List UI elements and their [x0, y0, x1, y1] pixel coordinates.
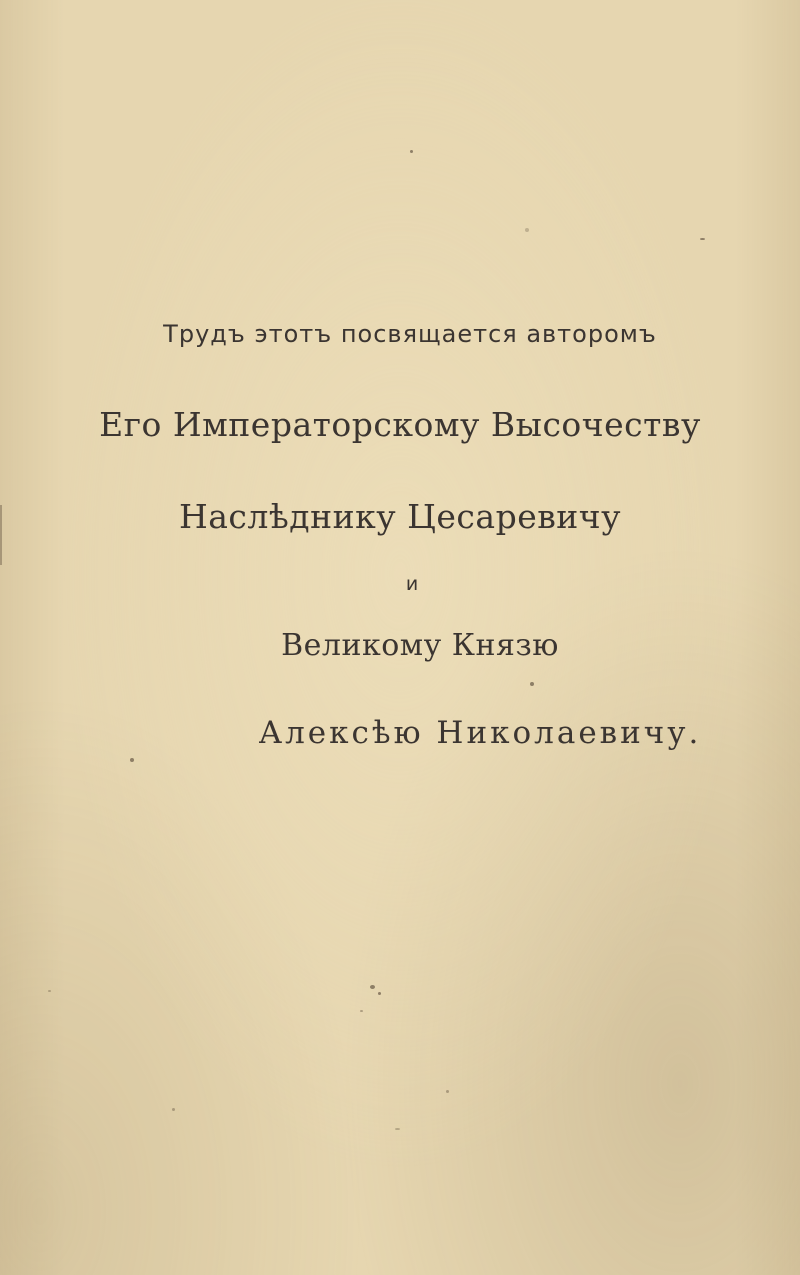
dedication-intro: Трудъ этотъ посвящается авторомъ	[163, 320, 657, 348]
paper-speck	[172, 1108, 175, 1111]
paper-speck	[530, 682, 534, 686]
paper-speck	[360, 1010, 363, 1012]
paper-speck	[48, 990, 51, 992]
dedication-heir-tsesarevich: Наслѣднику Цесаревичу	[178, 497, 622, 536]
paper-speck	[700, 238, 705, 240]
paper-speck	[370, 985, 375, 989]
dedication-name: Алексѣю Николаевичу.	[258, 715, 702, 751]
dedication-title-highness: Его Императорскому Высочеству	[99, 405, 701, 444]
dedication-grand-duke: Великому Князю	[281, 628, 559, 663]
paper-speck	[525, 228, 529, 232]
paper-speck	[410, 150, 413, 153]
paper-speck	[378, 992, 381, 995]
paper-speck	[395, 1128, 400, 1130]
paper-speck	[446, 1090, 449, 1093]
paper-speck	[130, 758, 134, 762]
dedication-conjunction: и	[405, 573, 419, 595]
